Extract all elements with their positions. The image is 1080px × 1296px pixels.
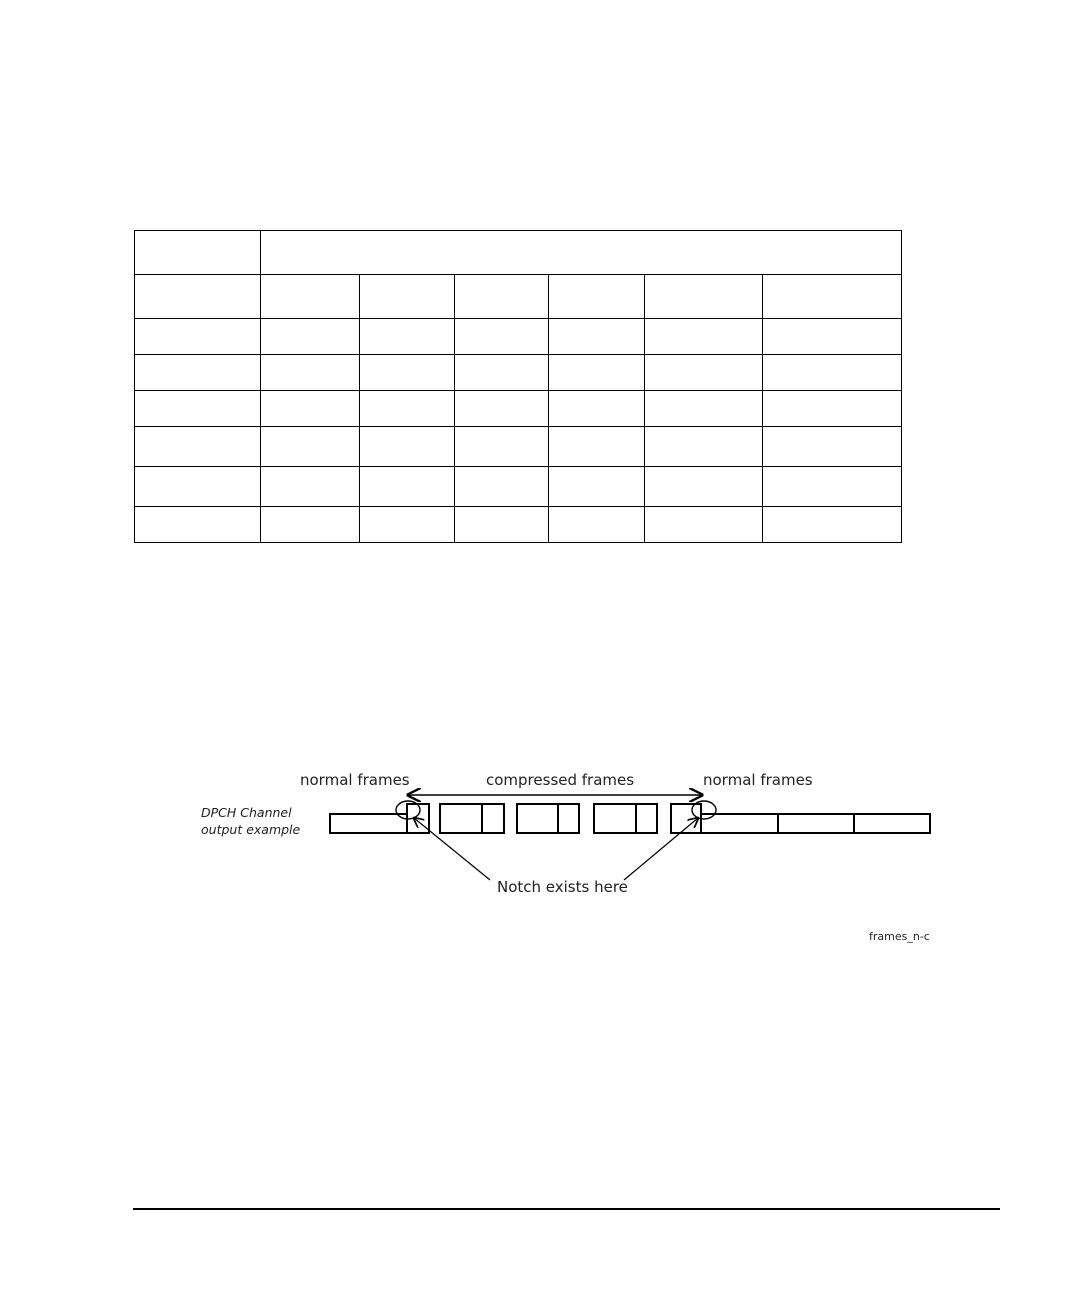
table-cell — [549, 427, 645, 467]
table-cell — [549, 275, 645, 319]
table-cell — [455, 391, 549, 427]
table-cell — [261, 391, 360, 427]
table-cell — [645, 427, 763, 467]
table-row — [135, 427, 902, 467]
table-cell — [455, 275, 549, 319]
table-cell — [455, 355, 549, 391]
table-cell — [763, 319, 902, 355]
footer-rule — [133, 1208, 1000, 1210]
table-header-cell — [261, 231, 902, 275]
table-row — [135, 231, 902, 275]
compressed-frame-1 — [440, 804, 504, 833]
table-row — [135, 467, 902, 507]
table-cell — [763, 467, 902, 507]
table-cell — [135, 231, 261, 275]
table-cell — [763, 355, 902, 391]
notch-label: Notch exists here — [497, 878, 628, 896]
table-cell — [135, 319, 261, 355]
table-cell — [261, 355, 360, 391]
channel-label-line1: DPCH Channel — [201, 805, 292, 820]
normal-frame-right-3 — [854, 814, 930, 833]
table-row — [135, 507, 902, 543]
table-cell — [645, 507, 763, 543]
spec-table — [134, 230, 902, 543]
table-cell — [135, 427, 261, 467]
compressed-frames-label: compressed frames — [486, 771, 635, 789]
table-cell — [135, 275, 261, 319]
table-cell — [135, 391, 261, 427]
table-cell — [549, 319, 645, 355]
notch-circle-right — [692, 801, 716, 819]
frame-diagram — [190, 760, 950, 950]
table-cell — [360, 467, 455, 507]
table-cell — [360, 427, 455, 467]
table-cell — [455, 319, 549, 355]
compressed-frame-3 — [594, 804, 657, 833]
table-row — [135, 391, 902, 427]
table-cell — [360, 507, 455, 543]
normal-frame-right-2 — [778, 814, 854, 833]
table-cell — [645, 319, 763, 355]
table-cell — [135, 355, 261, 391]
table-cell — [763, 427, 902, 467]
table-row — [135, 319, 902, 355]
table-cell — [360, 319, 455, 355]
table-cell — [360, 391, 455, 427]
table-cell — [360, 355, 455, 391]
table-cell — [360, 275, 455, 319]
normal-frame-left — [330, 814, 407, 833]
table-cell — [261, 467, 360, 507]
table-cell — [645, 355, 763, 391]
table-cell — [135, 507, 261, 543]
table-cell — [763, 391, 902, 427]
table-cell — [135, 467, 261, 507]
compressed-frame-2 — [517, 804, 579, 833]
notch-pointer-left — [414, 818, 490, 880]
table-cell — [549, 507, 645, 543]
normal-frames-left-label: normal frames — [300, 771, 410, 789]
table-cell — [261, 427, 360, 467]
table-cell — [645, 275, 763, 319]
table-cell — [549, 355, 645, 391]
table-cell — [763, 275, 902, 319]
table-cell — [549, 467, 645, 507]
table-cell — [455, 467, 549, 507]
table-cell — [645, 391, 763, 427]
table-cell — [261, 507, 360, 543]
table-cell — [645, 467, 763, 507]
table-cell — [763, 507, 902, 543]
figure-id: frames_n-c — [869, 930, 930, 943]
normal-frames-right-label: normal frames — [703, 771, 813, 789]
table-cell — [261, 275, 360, 319]
table-row — [135, 355, 902, 391]
channel-label-line2: output example — [201, 822, 301, 837]
table-cell — [261, 319, 360, 355]
table-row — [135, 275, 902, 319]
table-cell — [455, 427, 549, 467]
table-cell — [549, 391, 645, 427]
table-cell — [455, 507, 549, 543]
